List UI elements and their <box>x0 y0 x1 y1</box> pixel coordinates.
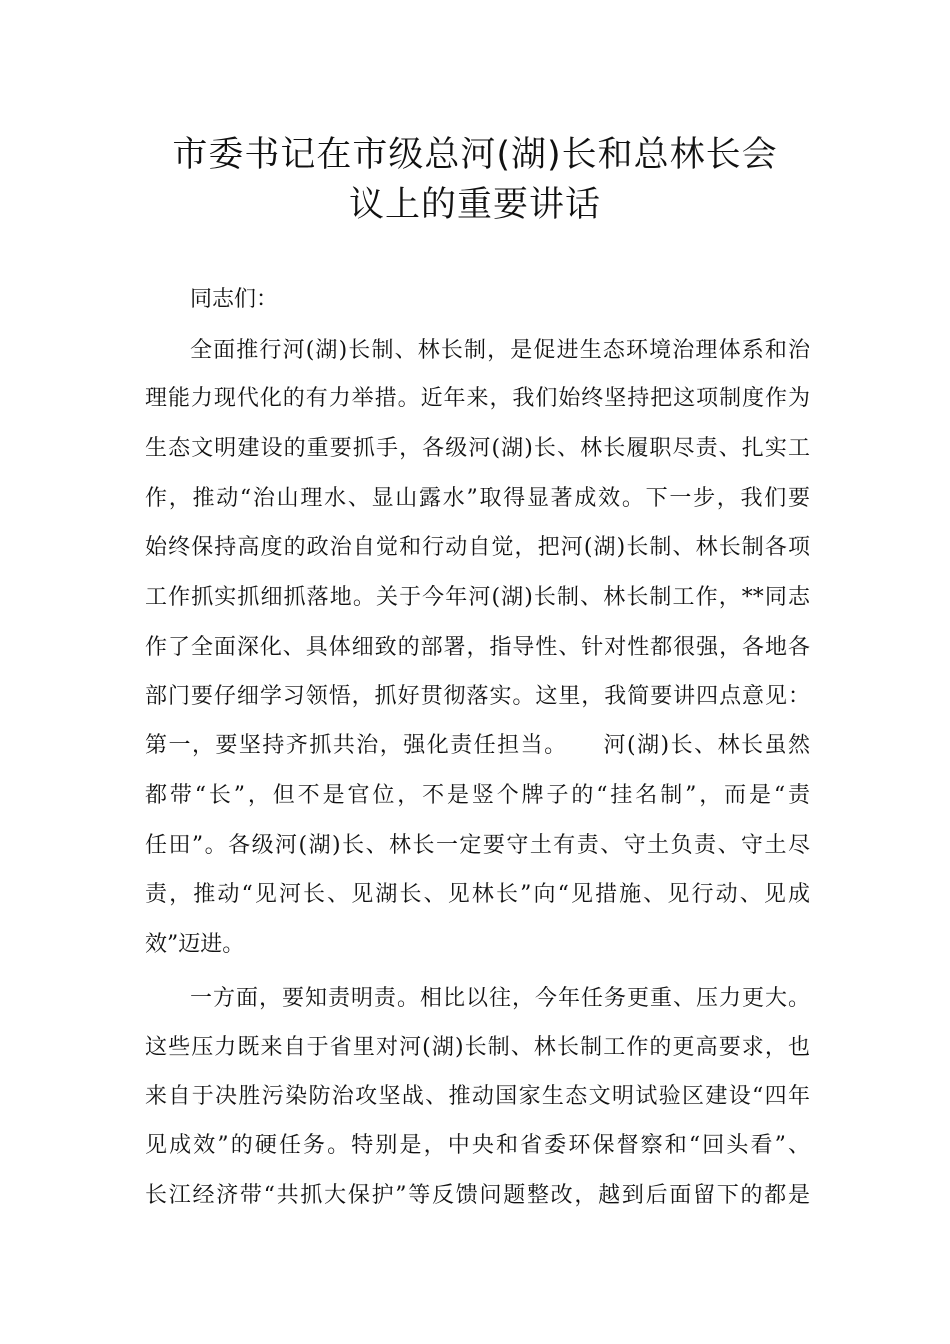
body-line-4: 作，推动“治山理水、显山露水”取得显著成效。下一步，我们要 <box>145 486 810 511</box>
body-line-10: 都带“长”，但不是官位，不是竖个牌子的“挂名制”，而是“责 <box>145 783 810 808</box>
body-line-17: 见成效”的硬任务。特别是，中央和省委环保督察和“回头看”、 <box>145 1133 810 1158</box>
body-line-6: 工作抓实抓细抓落地。关于今年河(湖)长制、林长制工作，**同志 <box>145 585 810 610</box>
salutation: 同志们： <box>190 287 279 312</box>
body-line-1: 全面推行河(湖)长制、林长制，是促进生态环境治理体系和治 <box>190 338 810 363</box>
document-title-line-1: 市委书记在市级总河(湖)长和总林长会 <box>172 135 778 175</box>
body-line-11: 任田”。各级河(湖)长、林长一定要守土有责、守土负责、守土尽 <box>145 833 810 858</box>
body-line-9: 第一，要坚持齐抓共治，强化责任担当。 河(湖)长、林长虽然 <box>145 733 810 758</box>
body-line-13: 效”迈进。 <box>145 932 245 957</box>
body-line-3: 生态文明建设的重要抓手，各级河(湖)长、林长履职尽责、扎实工 <box>145 436 810 461</box>
body-line-7: 作了全面深化、具体细致的部署，指导性、针对性都很强，各地各 <box>145 635 810 660</box>
document-title-line-2: 议上的重要讲话 <box>348 185 601 225</box>
body-line-18: 长江经济带“共抓大保护”等反馈问题整改，越到后面留下的都是 <box>145 1183 810 1208</box>
body-line-12: 责，推动“见河长、见湖长、见林长”向“见措施、见行动、见成 <box>145 882 810 907</box>
body-line-2: 理能力现代化的有力举措。近年来，我们始终坚持把这项制度作为 <box>145 386 810 411</box>
body-line-16: 来自于决胜污染防治攻坚战、推动国家生态文明试验区建设“四年 <box>145 1084 810 1109</box>
body-line-8: 部门要仔细学习领悟，抓好贯彻落实。这里，我简要讲四点意见： <box>145 684 810 709</box>
body-line-14: 一方面，要知责明责。相比以往，今年任务更重、压力更大。 <box>190 986 810 1011</box>
body-line-15: 这些压力既来自于省里对河(湖)长制、林长制工作的更高要求，也 <box>145 1035 810 1060</box>
body-line-5: 始终保持高度的政治自觉和行动自觉，把河(湖)长制、林长制各项 <box>145 535 810 560</box>
